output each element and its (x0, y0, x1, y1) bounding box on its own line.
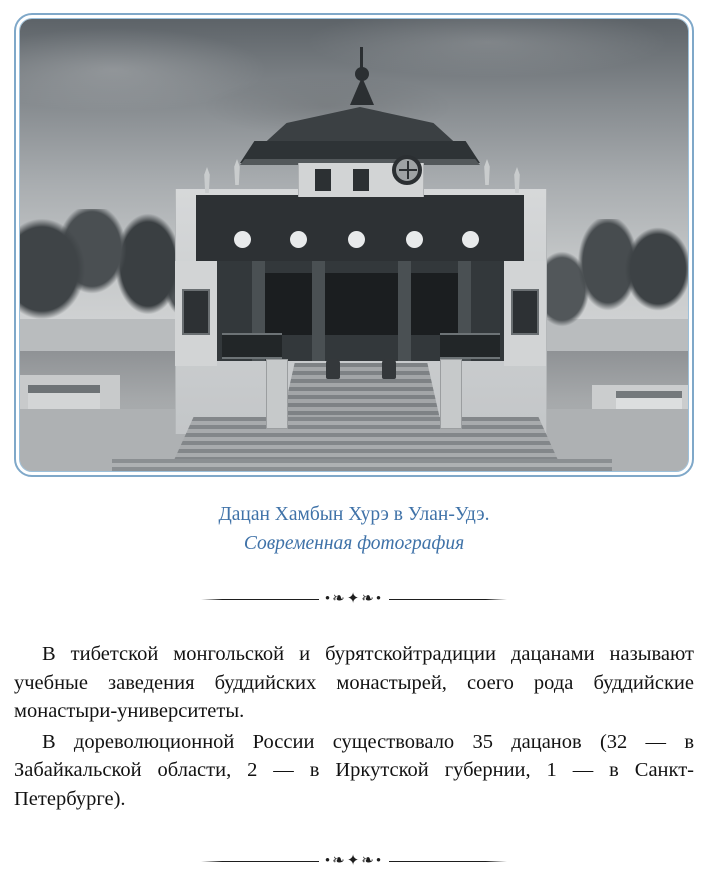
temple-spire (350, 47, 374, 105)
temple-window (182, 289, 210, 335)
dharma-wheel-icon (392, 155, 422, 185)
divider-rule-right (389, 861, 507, 862)
guardian-statue (326, 359, 340, 379)
figure-block (14, 13, 694, 477)
guardian-statue (382, 359, 396, 379)
divider-rule-left (201, 599, 319, 600)
temple-pagoda-tier (240, 97, 480, 197)
temple-window (511, 289, 539, 335)
divider-rule-left (201, 861, 319, 862)
figure-caption-line-2: Современная фотография (243, 533, 465, 554)
datsan-photograph (20, 19, 688, 471)
paragraph-1: В тибетской монгольской и бурятскойтрадиции дацанами называют учебные заведения буддийских монастырей, соего рода буддийские монастыри-университеты. (14, 643, 694, 722)
divider-ornament-icon: •❧✦❧• (324, 853, 384, 869)
porch-opening (256, 273, 466, 335)
paragraph-2: В дореволюционной России существовало 35 дацанов (32 — в Забайкальской области, 2 — в Иркутской губернии, 1 — в Санкт-Петербурге). (14, 730, 694, 810)
temple-stairs-upper (282, 363, 440, 419)
pagoda-window (353, 169, 369, 191)
ornamental-divider-top (0, 592, 708, 607)
frieze-disc (406, 231, 423, 248)
temple-frieze (196, 195, 524, 261)
ornamental-divider-bottom (0, 854, 708, 869)
stair-balustrade (440, 359, 462, 429)
stair-balustrade (266, 359, 288, 429)
temple-wing-right (504, 261, 546, 366)
porch-railing (440, 333, 500, 359)
porch-pillar (312, 261, 325, 361)
temple-wing-left (175, 261, 217, 366)
pagoda-window (315, 169, 331, 191)
frieze-disc (234, 231, 251, 248)
divider-rule-right (389, 599, 507, 600)
figure-frame-inner (19, 18, 689, 472)
temple-stairs-lower (112, 459, 612, 471)
divider-ornament-icon: •❧✦❧• (324, 591, 384, 607)
figure-caption-line-1: Дацан Хамбын Хурэ в Улан-Удэ. (218, 504, 490, 525)
frieze-disc (462, 231, 479, 248)
frieze-disc (290, 231, 307, 248)
figure-caption (0, 500, 708, 558)
spire-cone (350, 77, 374, 105)
porch-railing (222, 333, 282, 359)
frieze-disc (348, 231, 365, 248)
porch-pillar (398, 261, 411, 361)
temple-porch (216, 261, 506, 361)
body-text (14, 640, 694, 813)
